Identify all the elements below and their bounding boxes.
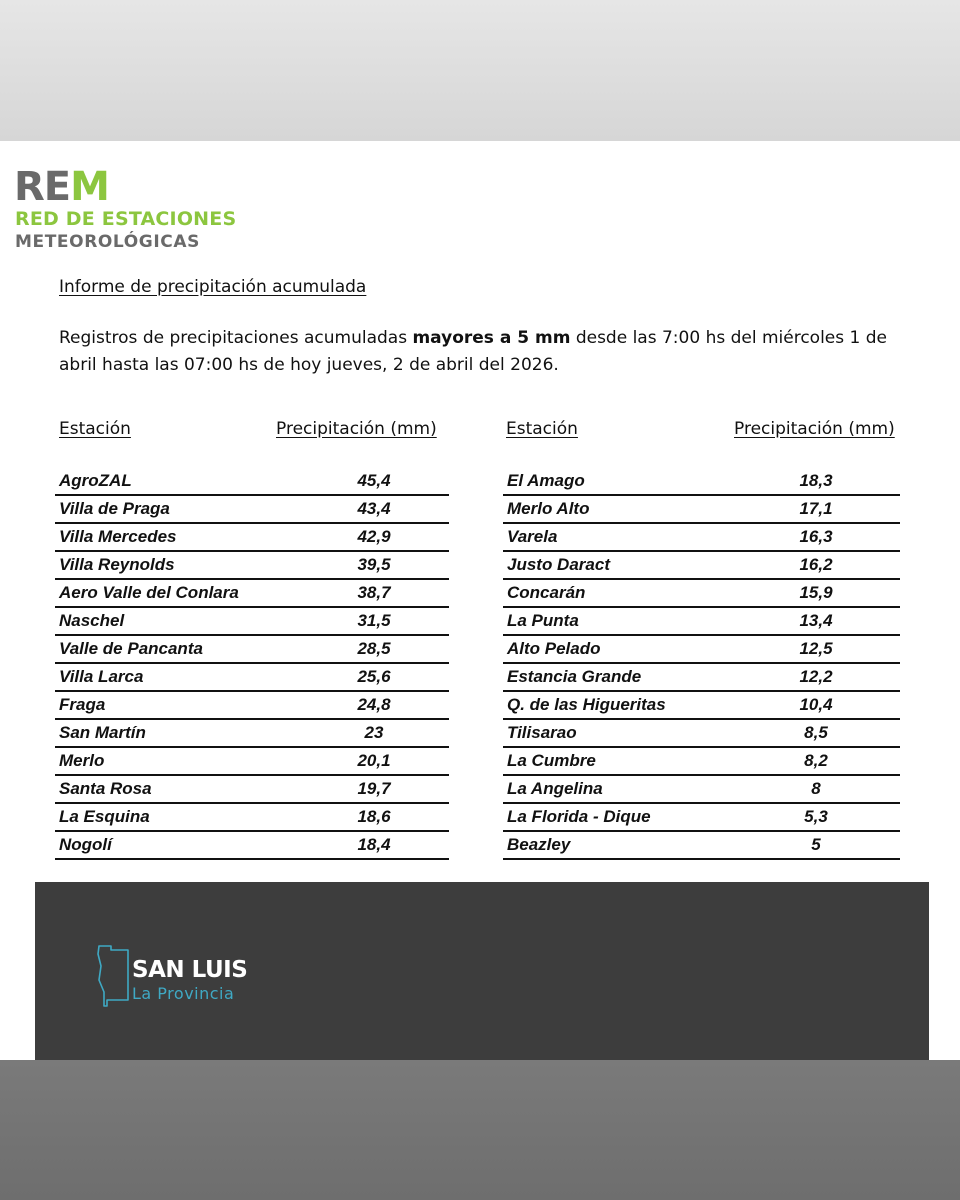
station-name: La Cumbre <box>507 751 596 770</box>
station-name: Villa Mercedes <box>59 527 177 546</box>
right-station-header: Estación <box>506 419 578 439</box>
precipitation-value: 16,3 <box>799 527 833 546</box>
table-row <box>55 468 449 496</box>
table-row <box>503 496 900 524</box>
threshold-highlight: mayores a 5 mm <box>412 328 571 348</box>
station-name: AgroZAL <box>59 471 132 490</box>
precipitation-value: 18,4 <box>357 835 391 854</box>
station-name: La Florida - Dique <box>507 807 651 826</box>
table-row <box>503 748 900 776</box>
station-name: San Martín <box>59 723 146 742</box>
precipitation-value: 45,4 <box>357 471 391 490</box>
station-name: La Angelina <box>507 779 603 798</box>
table-row <box>503 552 900 580</box>
table-row <box>55 776 449 804</box>
precipitation-value: 28,5 <box>357 639 391 658</box>
report-intro: Registros de precipitaciones acumuladas mayores a 5 mm desde las 7:00 hs del miércoles 1 de abril hasta las 07:00 hs de hoy jueves, 2 de abril del 2026. <box>59 328 887 375</box>
table-row <box>55 524 449 552</box>
logo-subtitle-line2: METEOROLÓGICAS <box>15 232 200 252</box>
precipitation-value: 43,4 <box>357 499 391 518</box>
table-row <box>55 496 449 524</box>
precipitation-value: 15,9 <box>799 583 833 602</box>
table-row <box>503 608 900 636</box>
table-row <box>503 776 900 804</box>
left-station-table <box>55 468 449 860</box>
precipitation-value: 17,1 <box>799 499 833 518</box>
station-name: Villa Reynolds <box>59 555 175 574</box>
precipitation-value: 10,4 <box>799 695 833 714</box>
station-name: Santa Rosa <box>59 779 152 798</box>
precipitation-value: 31,5 <box>357 611 391 630</box>
right-station-table <box>503 468 900 860</box>
station-name: Merlo Alto <box>507 499 590 518</box>
left-station-header: Estación <box>59 419 131 439</box>
precipitation-value: 23 <box>364 723 384 742</box>
station-name: Q. de las Higueritas <box>507 695 666 714</box>
station-name: Beazley <box>507 835 571 854</box>
table-row <box>55 580 449 608</box>
precipitation-value: 25,6 <box>357 667 391 686</box>
precipitation-value: 5 <box>811 835 821 854</box>
table-row <box>55 748 449 776</box>
table-row <box>55 804 449 832</box>
table-row <box>55 552 449 580</box>
table-row <box>503 636 900 664</box>
station-name: Justo Daract <box>507 555 610 574</box>
station-name: Naschel <box>59 611 125 630</box>
right-precip-header: Precipitación (mm) <box>734 419 895 439</box>
station-name: Varela <box>507 527 558 546</box>
footer-banner <box>35 882 929 1060</box>
precipitation-value: 42,9 <box>357 527 391 546</box>
table-row <box>55 832 449 860</box>
rem-logo: REM <box>14 164 109 210</box>
table-row <box>503 692 900 720</box>
station-name: Alto Pelado <box>507 639 601 658</box>
precipitation-value: 18,6 <box>357 807 391 826</box>
precipitation-value: 20,1 <box>357 751 391 770</box>
report-title: Informe de precipitación acumulada <box>59 277 367 297</box>
table-row <box>503 524 900 552</box>
table-row <box>55 664 449 692</box>
san-luis-brand-title: SAN LUIS <box>132 957 248 983</box>
table-row <box>55 608 449 636</box>
precipitation-value: 19,7 <box>357 779 391 798</box>
precipitation-value: 12,2 <box>799 667 833 686</box>
station-name: Concarán <box>507 583 586 602</box>
top-frame-band <box>0 0 960 141</box>
table-row <box>503 580 900 608</box>
station-name: Valle de Pancanta <box>59 639 203 658</box>
station-name: Villa de Praga <box>59 499 170 518</box>
precipitation-value: 16,2 <box>799 555 833 574</box>
precipitation-value: 18,3 <box>799 471 833 490</box>
station-name: Villa Larca <box>59 667 144 686</box>
precipitation-value: 8 <box>811 779 821 798</box>
province-map-icon <box>95 944 131 1008</box>
report-document <box>0 141 960 1060</box>
precipitation-value: 5,3 <box>804 807 828 826</box>
station-name: La Punta <box>507 611 579 630</box>
left-precip-header: Precipitación (mm) <box>276 419 437 439</box>
station-name: Merlo <box>59 751 105 770</box>
precipitation-value: 39,5 <box>357 555 391 574</box>
logo-subtitle-line1: RED DE ESTACIONES <box>15 208 237 230</box>
table-row <box>55 720 449 748</box>
station-name: El Amago <box>507 471 585 490</box>
precipitation-value: 38,7 <box>357 583 391 602</box>
table-row <box>55 692 449 720</box>
table-row <box>503 720 900 748</box>
station-name: La Esquina <box>59 807 150 826</box>
precipitation-value: 8,2 <box>804 751 828 770</box>
table-row <box>503 832 900 860</box>
station-name: Nogolí <box>59 835 112 854</box>
precipitation-value: 8,5 <box>804 723 828 742</box>
table-row <box>503 468 900 496</box>
san-luis-brand-subtitle: La Provincia <box>132 984 235 1003</box>
table-row <box>55 636 449 664</box>
precipitation-value: 12,5 <box>799 639 833 658</box>
precipitation-value: 24,8 <box>357 695 391 714</box>
table-row <box>503 664 900 692</box>
station-name: Tilisarao <box>507 723 577 742</box>
table-row <box>503 804 900 832</box>
station-name: Estancia Grande <box>507 667 642 686</box>
station-name: Fraga <box>59 695 106 714</box>
bottom-frame-band <box>0 1060 960 1200</box>
station-name: Aero Valle del Conlara <box>59 583 239 602</box>
precipitation-value: 13,4 <box>799 611 833 630</box>
